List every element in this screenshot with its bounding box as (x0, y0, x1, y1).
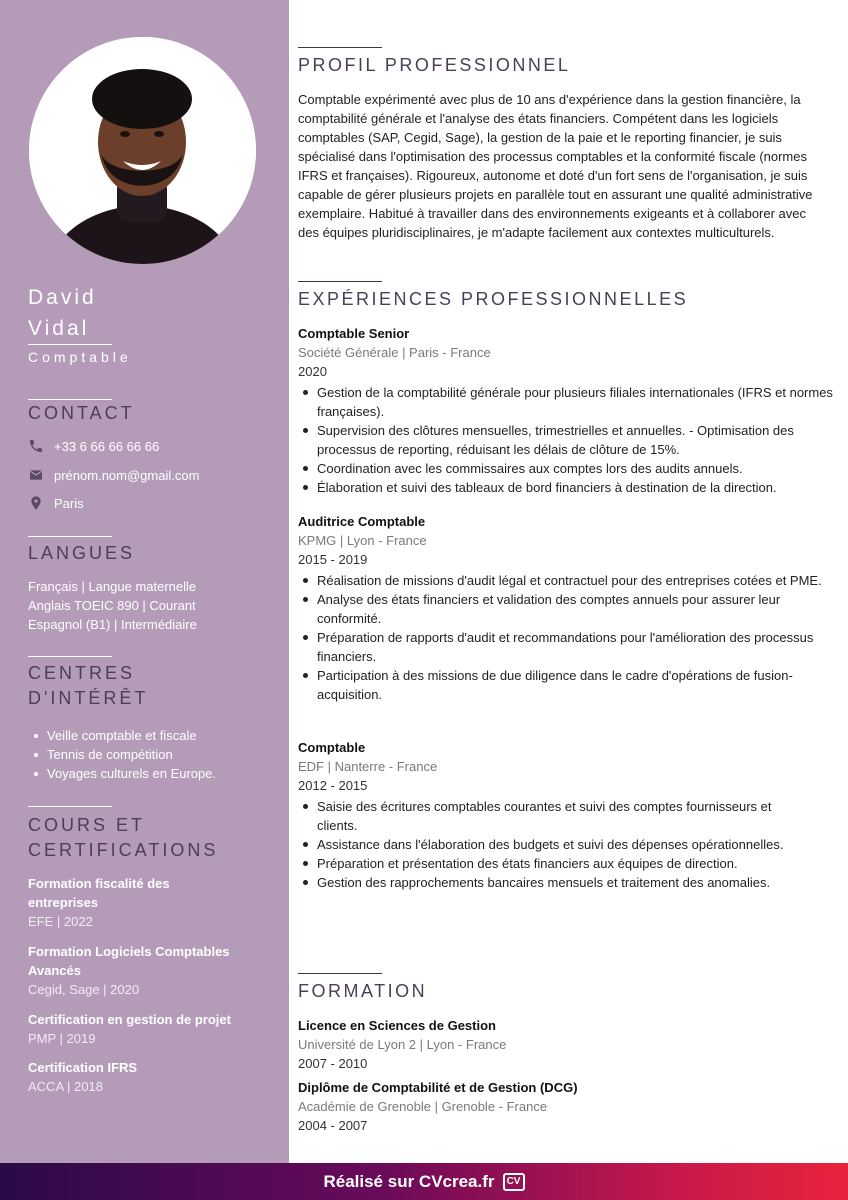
profile-text: Comptable expérimenté avec plus de 10 ans d'expérience dans la gestion financière, la comptabilité générale et l'analyse des états financiers. Compétent dans les logiciels comptables (SAP, Cegid, Sage), la gestion de la paie et le reporting financier, je suis spécialisé dans l'optimisation des processus comptables et la conformité fiscale (normes IFRS et françaises). Rigoureux, autonome et doté d'un fort sens de l'organisation, je suis capable de gérer plusieurs projets en parallèle tout en assurant une qualité administrative exemplaire. Habitué à travailler dans des environnements exigeants et à collaborer avec des équipes pluridisciplinaires, je m'adapte facilement aux contextes multiculturels. (298, 92, 813, 240)
certifications-heading-line2: CERTIFICATIONS (28, 840, 219, 860)
education-heading: FORMATION (298, 981, 428, 1001)
phone-icon (28, 438, 44, 454)
list-item: Assistance dans l'élaboration des budgets et suivi des dépenses opérationnelles. (298, 835, 798, 854)
phone-text: +33 6 66 66 66 66 (54, 438, 160, 454)
certification-title: Certification IFRS (28, 1060, 138, 1075)
education-degree: Licence en Sciences de Gestion (298, 1018, 496, 1033)
profile-heading: PROFIL PROFESSIONNEL (298, 55, 571, 75)
certification-item (28, 1010, 278, 1048)
languages-divider (28, 536, 112, 537)
list-item: Gestion de la comptabilité générale pour plusieurs filiales internationales (IFRS et normes françaises). (298, 383, 838, 421)
language-item: Français | Langue maternelle (28, 579, 197, 594)
job-role: Auditrice Comptable (298, 514, 426, 529)
languages-list (28, 577, 197, 634)
job-entry (298, 738, 838, 892)
interests-list (28, 726, 216, 783)
cv-logo-icon: CV (503, 1173, 525, 1191)
education-dates: 2004 - 2007 (298, 1118, 368, 1133)
job-role: Comptable (298, 740, 366, 755)
certification-sub: EFE | 2022 (28, 914, 93, 929)
certification-item (28, 1058, 268, 1096)
certification-sub: ACCA | 2018 (28, 1079, 103, 1094)
profile-divider (298, 47, 382, 48)
list-item: Supervision des clôtures mensuelles, trimestrielles et annuelles. - Optimisation des processus de reporting, réduisant les délais de clôture de 15%. (298, 421, 838, 459)
last-name: Vidal (28, 317, 90, 340)
location-text: Paris (54, 495, 84, 511)
list-item: Voyages culturels en Europe. (28, 764, 216, 783)
contact-heading: CONTACT (28, 403, 135, 423)
location-icon (28, 495, 44, 511)
job-dates: 2015 - 2019 (298, 552, 368, 567)
education-school: Académie de Grenoble | Grenoble - France (298, 1099, 548, 1114)
list-item: Préparation de rapports d'audit et recommandations pour l'amélioration des processus financiers. (298, 628, 838, 666)
job-entry (298, 512, 838, 704)
job-bullets (298, 797, 798, 892)
certification-sub: PMP | 2019 (28, 1031, 96, 1046)
interests-divider (28, 656, 112, 657)
list-item: Tennis de compétition (28, 745, 216, 764)
job-company: KPMG | Lyon - France (298, 533, 427, 548)
job-bullets (298, 571, 838, 704)
job-dates: 2020 (298, 364, 327, 379)
certifications-divider (28, 806, 112, 807)
language-item: Espagnol (B1) | Intermédiaire (28, 617, 197, 632)
languages-heading: LANGUES (28, 543, 136, 563)
certification-item (28, 942, 248, 999)
profile-photo (29, 37, 256, 264)
certification-item (28, 874, 208, 931)
language-item: Anglais TOEIC 890 | Courant (28, 598, 196, 613)
job-role: Comptable Senior (298, 326, 410, 341)
education-school: Université de Lyon 2 | Lyon - France (298, 1037, 507, 1052)
list-item: Élaboration et suivi des tableaux de bord financiers à destination de la direction. (298, 478, 838, 497)
list-item: Participation à des missions de due diligence dans le cadre d'opérations de fusion-acquisition. (298, 666, 838, 704)
list-item: Analyse des états financiers et validation des comptes annuels pour assurer leur conformité. (298, 590, 838, 628)
list-item: Coordination avec les commissaires aux comptes lors des audits annuels. (298, 459, 838, 478)
contact-divider (28, 399, 112, 400)
name-underline (28, 344, 112, 345)
certifications-heading-line1: COURS ET (28, 815, 146, 835)
contact-location (28, 495, 84, 511)
email-text: prénom.nom@gmail.com (54, 467, 200, 483)
contact-phone[interactable] (28, 438, 159, 454)
job-dates: 2012 - 2015 (298, 778, 368, 793)
experience-heading: EXPÉRIENCES PROFESSIONNELLES (298, 289, 689, 309)
job-entry (298, 324, 838, 497)
experience-divider (298, 281, 382, 282)
certification-title: Formation Logiciels Comptables Avancés (28, 944, 230, 978)
email-icon (28, 467, 44, 483)
job-company: Société Générale | Paris - France (298, 345, 491, 360)
first-name: David (28, 286, 97, 309)
education-degree: Diplôme de Comptabilité et de Gestion (DCG) (298, 1080, 578, 1095)
education-entry (298, 1016, 838, 1073)
footer-text: Réalisé sur CVcrea.fr (323, 1171, 495, 1191)
certification-sub: Cegid, Sage | 2020 (28, 982, 140, 997)
contact-email[interactable] (28, 467, 199, 483)
list-item: Gestion des rapprochements bancaires mensuels et traitement des anomalies. (298, 873, 798, 892)
education-dates: 2007 - 2010 (298, 1056, 368, 1071)
interests-heading-line1: CENTRES (28, 663, 136, 683)
list-item: Saisie des écritures comptables courantes et suivi des comptes fournisseurs et clients. (298, 797, 798, 835)
job-company: EDF | Nanterre - France (298, 759, 438, 774)
certification-title: Certification en gestion de projet (28, 1012, 231, 1027)
education-divider (298, 973, 382, 974)
interests-heading-line2: D'INTÉRÊT (28, 688, 149, 708)
job-title: Comptable (28, 349, 132, 365)
list-item: Réalisation de missions d'audit légal et contractuel pour des entreprises cotées et PME. (298, 571, 838, 590)
footer-banner[interactable] (0, 1163, 848, 1200)
certification-title: Formation fiscalité des entreprises (28, 876, 170, 910)
education-entry (298, 1078, 838, 1135)
list-item: Préparation et présentation des états financiers aux équipes de direction. (298, 854, 798, 873)
job-bullets (298, 383, 838, 497)
list-item: Veille comptable et fiscale (28, 726, 216, 745)
